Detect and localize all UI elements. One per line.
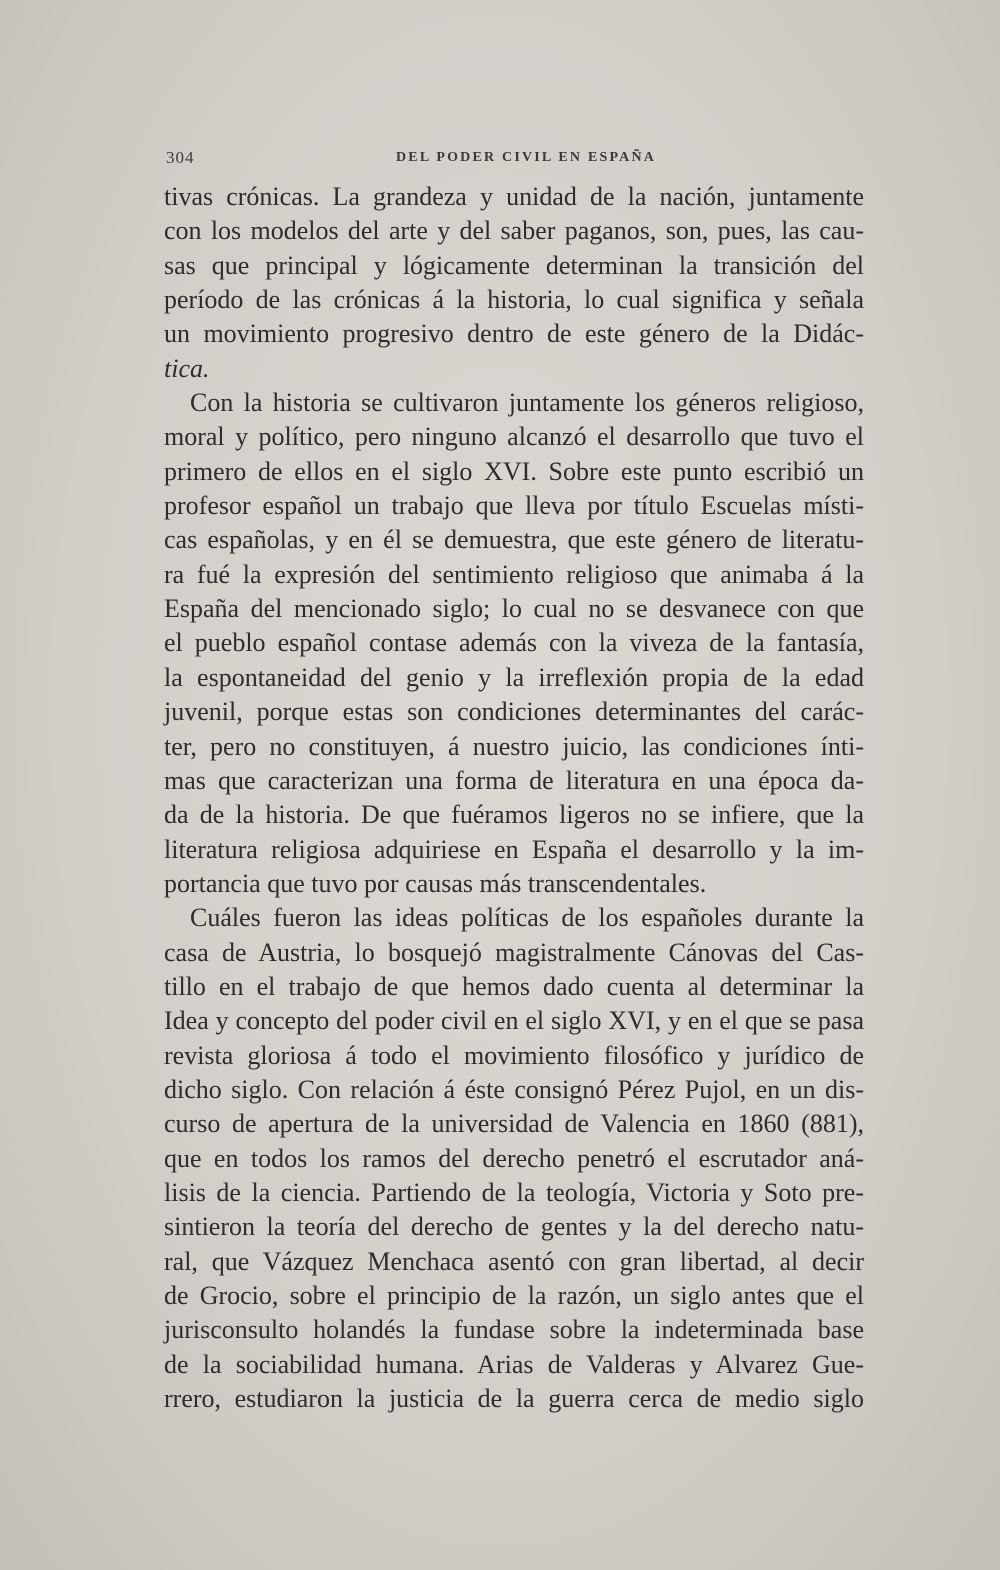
text-line: rrero, estudiaron la justicia de la guerra cerca de medio siglo xyxy=(164,1384,864,1414)
text-line: profesor español un trabajo que lleva por título Escuelas místi- xyxy=(164,491,864,521)
text-line: período de las crónicas á la historia, lo cual significa y señala xyxy=(164,285,864,315)
text-line: tica. xyxy=(164,353,210,383)
page-header xyxy=(166,142,862,170)
text-line: primero de ellos en el siglo XVI. Sobre este punto escribió un xyxy=(164,456,864,486)
text-line: moral y político, pero ninguno alcanzó el desarrollo que tuvo el xyxy=(164,422,864,452)
text-line: jurisconsulto holandés la fundase sobre la indeterminada base xyxy=(164,1315,864,1345)
text-line: sas que principal y lógicamente determinan la transición del xyxy=(164,250,864,280)
body-text xyxy=(164,180,864,1416)
text-line: España del mencionado siglo; lo cual no se desvanece con que xyxy=(164,594,864,624)
text-line: un movimiento progresivo dentro de este género de la Didác- xyxy=(164,319,864,349)
text-line: el pueblo español contase además con la viveza de la fantasía, xyxy=(164,628,864,658)
text-line: ra fué la expresión del sentimiento religioso que animaba á la xyxy=(164,559,864,589)
text-line: casa de Austria, lo bosquejó magistralmente Cánovas del Cas- xyxy=(164,937,864,967)
text-line: sintieron la teoría del derecho de gentes y la del derecho natu- xyxy=(164,1212,864,1242)
text-line: que en todos los ramos del derecho penetró el escrutador aná- xyxy=(164,1143,864,1173)
text-line: revista gloriosa á todo el movimiento filosófico y jurídico de xyxy=(164,1040,864,1070)
text-line: da de la historia. De que fuéramos ligeros no se infiere, que la xyxy=(164,800,864,830)
text-line: dicho siglo. Con relación á éste consignó Pérez Pujol, en un dis- xyxy=(164,1074,864,1104)
text-line: Idea y concepto del poder civil en el siglo XVI, y en el que se pasa xyxy=(164,1006,864,1036)
text-line: Con la historia se cultivaron juntamente los géneros religioso, xyxy=(190,388,864,418)
text-line: tillo en el trabajo de que hemos dado cuenta al determinar la xyxy=(164,971,864,1001)
text-line: Cuáles fueron las ideas políticas de los españoles durante la xyxy=(190,903,864,933)
text-line: ter, pero no constituyen, á nuestro juicio, las condiciones ínti- xyxy=(164,731,864,761)
text-line: de Grocio, sobre el principio de la razón, un siglo antes que el xyxy=(164,1281,864,1310)
text-line: tivas crónicas. La grandeza y unidad de la nación, juntamente xyxy=(164,182,864,211)
text-line: mas que caracterizan una forma de literatura en una época da- xyxy=(164,765,864,795)
text-line: con los modelos del arte y del saber paganos, son, pues, las cau- xyxy=(164,216,864,246)
text-line: portancia que tuvo por causas más transcendentales. xyxy=(164,868,707,898)
text-line: la espontaneidad del genio y la irreflexión propia de la edad xyxy=(164,662,864,692)
text-line: literatura religiosa adquiriese en España el desarrollo y la im- xyxy=(164,834,864,864)
page-number: 304 xyxy=(166,148,195,167)
running-head: DEL PODER CIVIL EN ESPAÑA xyxy=(396,150,657,165)
text-line: cas españolas, y en él se demuestra, que este género de literatu- xyxy=(164,525,864,555)
text-line: lisis de la ciencia. Partiendo de la teología, Victoria y Soto pre- xyxy=(164,1177,864,1207)
text-line: de la sociabilidad humana. Arias de Valderas y Alvarez Gue- xyxy=(164,1349,864,1379)
text-line: ral, que Vázquez Menchaca asentó con gran libertad, al decir xyxy=(164,1246,864,1276)
text-line: curso de apertura de la universidad de Valencia en 1860 (881), xyxy=(164,1109,864,1139)
text-line: juvenil, porque estas son condiciones determinantes del carác- xyxy=(164,697,864,727)
